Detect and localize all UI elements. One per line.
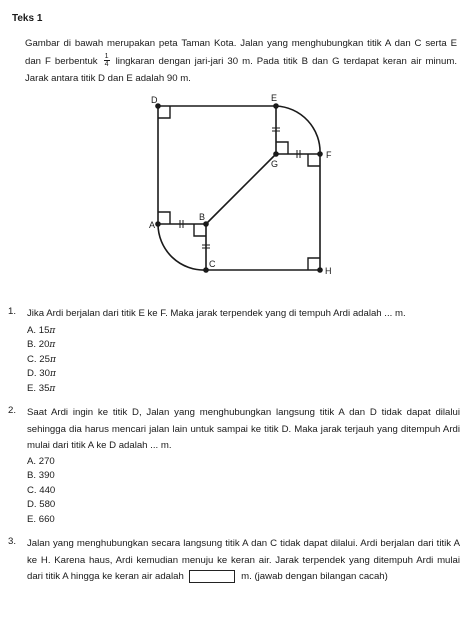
option-letter: D. [27, 499, 37, 510]
option-e[interactable] [27, 513, 460, 528]
option-letter: A. [27, 455, 37, 467]
question-text-before: Jalan yang menghubungkan secara langsung titik A dan C tidak dapat dilalui. Ardi berjalan dari titik A ke H. Karena haus, Ardi kemudian menuju ke keran air. Jarak terpendek yang ditempuh Ardi mulai dari titik A hingga ke keran air adalah [27, 538, 460, 582]
pi-symbol: π [49, 369, 56, 379]
point-g [273, 151, 279, 157]
intro-part-2: lingkaran dengan jari-jari 30 m. Pada titik B dan G terdapat keran air minum. Jarak antara titik D dan E adalah 90 m. [25, 55, 457, 84]
option-value: 660 [38, 513, 55, 525]
option-value: 35 [38, 382, 50, 394]
option-c[interactable] [27, 484, 460, 499]
question-number: 3. [8, 536, 17, 547]
option-letter: B. [27, 339, 37, 350]
pi-symbol: π [49, 383, 56, 394]
point-e [273, 103, 279, 109]
option-letter: E. [27, 513, 37, 525]
option-d[interactable] [27, 498, 460, 513]
question-number: 2. [8, 405, 17, 416]
label-g: G [271, 159, 279, 169]
option-a[interactable] [27, 455, 460, 470]
option-list [27, 455, 460, 528]
road-b-g [206, 154, 279, 224]
option-value: 20 [38, 339, 50, 350]
label-h: H [325, 266, 332, 276]
question-1 [8, 306, 460, 396]
option-value: 270 [38, 455, 55, 467]
option-list [27, 324, 460, 397]
question-number: 1. [8, 306, 17, 317]
question-stem: Saat Ardi ingin ke titik D, Jalan yang menghubungkan langsung titik A dan D tidak dapat dilalui sehingga dia harus mencari jalan lain untuk sampai ke titik D. Maka jarak terjauh yang ditempuh Ardi mulai dari titik A ke D adalah ... m. [27, 407, 460, 451]
label-b: B [199, 212, 206, 222]
park-map-figure [140, 88, 340, 278]
intro-part-1: Gambar di bawah merupakan peta Taman Kota. Jalan yang menghubungkan titik A dan C serta E dan F berbentuk [25, 38, 457, 67]
fraction-denominator: 4 [104, 61, 109, 69]
question-stem [27, 536, 460, 586]
point-c [203, 267, 209, 273]
option-b[interactable] [27, 338, 460, 353]
option-letter: A. [27, 324, 37, 336]
option-letter: B. [27, 470, 37, 481]
option-d[interactable] [27, 367, 460, 382]
option-value: 25 [39, 353, 50, 365]
pi-symbol: π [49, 325, 56, 336]
point-b [203, 221, 209, 227]
label-e: E [271, 93, 278, 103]
label-d: D [151, 95, 158, 105]
label-c: C [209, 259, 216, 269]
option-value: 15 [38, 324, 50, 336]
option-letter: D. [27, 368, 37, 379]
pi-symbol: π [49, 354, 56, 365]
label-a: A [149, 220, 156, 230]
option-letter: E. [27, 382, 37, 394]
point-f [317, 151, 323, 157]
arc-e-f [276, 106, 320, 154]
label-f: F [326, 150, 332, 160]
question-3 [8, 536, 460, 586]
fraction-quarter [104, 53, 110, 68]
option-letter: C. [27, 353, 37, 365]
pi-symbol: π [49, 340, 56, 350]
option-value: 30 [39, 368, 50, 379]
point-h [317, 267, 323, 273]
arc-a-c [158, 224, 206, 270]
option-c[interactable] [27, 353, 460, 368]
question-stem: Jika Ardi berjalan dari titik E ke F. Maka jarak terpendek yang di tempuh Ardi adalah ... m. [27, 308, 406, 319]
answer-input-box[interactable] [189, 570, 235, 583]
text-title: Teks 1 [12, 13, 43, 24]
option-a[interactable] [27, 324, 460, 339]
option-value: 440 [39, 484, 56, 496]
option-b[interactable] [27, 469, 460, 484]
option-value: 580 [39, 499, 56, 510]
question-text-after: m. (jawab dengan bilangan cacah) [241, 571, 388, 582]
option-e[interactable] [27, 382, 460, 397]
intro-paragraph [25, 35, 457, 88]
option-value: 390 [38, 470, 55, 481]
fraction-numerator: 1 [104, 53, 109, 61]
point-a [155, 221, 161, 227]
option-letter: C. [27, 484, 37, 496]
question-2 [8, 405, 460, 527]
